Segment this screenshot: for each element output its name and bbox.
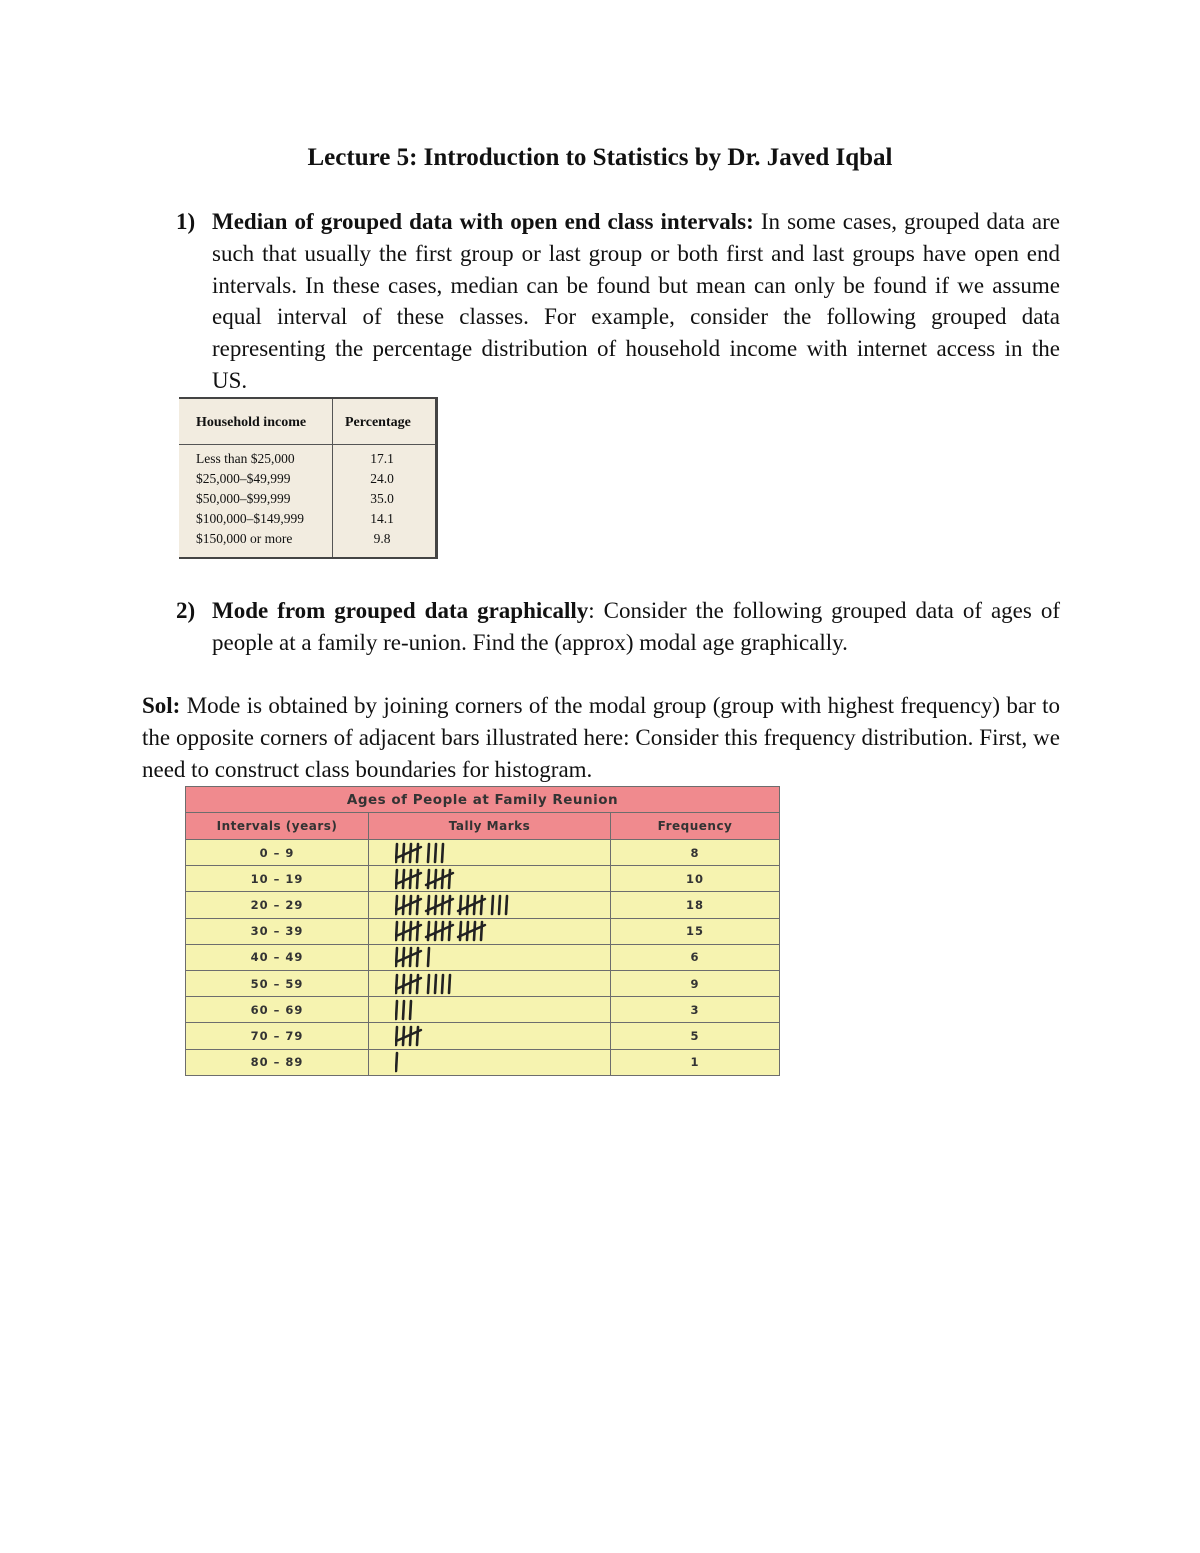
header-frequency: Frequency xyxy=(611,813,780,840)
item-number: 2) xyxy=(176,598,196,623)
table-row xyxy=(186,944,780,970)
tally-stroke xyxy=(396,1053,397,1071)
tally-stroke xyxy=(403,922,404,940)
tally-cell xyxy=(369,1049,611,1075)
solution-paragraph xyxy=(142,690,1060,785)
tally-stroke xyxy=(449,870,450,888)
tally-stroke xyxy=(396,1001,397,1019)
table-row xyxy=(186,1023,780,1049)
household-income-table xyxy=(179,397,438,559)
table-row xyxy=(179,531,435,551)
tally-stroke xyxy=(417,896,418,914)
header-percentage: Percentage xyxy=(345,415,411,430)
table-row xyxy=(186,840,780,866)
table-row xyxy=(179,491,435,511)
tally-cell xyxy=(369,1023,611,1049)
tally-stroke xyxy=(449,922,450,940)
tally-stroke xyxy=(403,948,404,966)
interval-cell: 10 – 19 xyxy=(186,866,369,892)
tally-stroke xyxy=(428,975,429,993)
tally-stroke xyxy=(417,948,418,966)
tally-stroke xyxy=(403,896,404,914)
item-body xyxy=(212,206,1060,397)
tally-stroke xyxy=(417,870,418,888)
tally-cell xyxy=(369,997,611,1023)
interval-cell: 40 – 49 xyxy=(186,944,369,970)
tally-stroke xyxy=(403,975,404,993)
interval-cell: 60 – 69 xyxy=(186,997,369,1023)
tally-marks xyxy=(395,945,595,969)
tally-stroke xyxy=(442,975,443,993)
tally-stroke xyxy=(435,975,436,993)
table-row xyxy=(186,1049,780,1075)
tally-marks xyxy=(395,1050,595,1074)
table-row xyxy=(179,511,435,531)
income-range: Less than $25,000 xyxy=(196,451,295,466)
tally-stroke xyxy=(435,922,436,940)
item-text: In some cases, grouped data are such that usually the first group or last group or both first and last groups have open end intervals. In these cases, median can be found but mean can only be found if we assume equal interval of these classes. For example, consider the following grouped data representing the percentage distribution of household income with internet access in the US. xyxy=(212,209,1060,393)
tally-stroke xyxy=(481,922,482,940)
interval-cell: 70 – 79 xyxy=(186,1023,369,1049)
header-intervals: Intervals (years) xyxy=(186,813,369,840)
item-body xyxy=(212,595,1060,659)
tally-stroke xyxy=(417,1027,418,1045)
frequency-cell: 15 xyxy=(611,918,780,944)
frequency-cell: 18 xyxy=(611,892,780,918)
frequency-cell: 6 xyxy=(611,944,780,970)
tally-marks xyxy=(395,893,595,917)
percentage-value: 9.8 xyxy=(373,531,391,546)
tally-cell xyxy=(369,866,611,892)
solution-text: Mode is obtained by joining corners of the modal group (group with highest frequency) bar to the opposite corners of adjacent bars illustrated here: Consider this frequency distribution. First, we need to construct class boundaries for histogram. xyxy=(142,693,1061,782)
frequency-cell: 8 xyxy=(611,840,780,866)
tally-stroke xyxy=(492,896,493,914)
income-range: $50,000–$99,999 xyxy=(196,491,291,506)
tally-stroke xyxy=(428,948,429,966)
interval-cell: 20 – 29 xyxy=(186,892,369,918)
interval-cell: 30 – 39 xyxy=(186,918,369,944)
tally-cell xyxy=(369,840,611,866)
header-household-income: Household income xyxy=(196,415,307,430)
interval-cell: 0 – 9 xyxy=(186,840,369,866)
tally-stroke xyxy=(435,870,436,888)
tally-stroke xyxy=(467,896,468,914)
tally-cell xyxy=(369,944,611,970)
tally-stroke xyxy=(417,922,418,940)
page-title: Lecture 5: Introduction to Statistics by Dr. Javed Iqbal xyxy=(307,144,893,171)
tally-stroke xyxy=(403,870,404,888)
tally-cell xyxy=(369,892,611,918)
income-range: $150,000 or more xyxy=(196,531,293,546)
tally-cell xyxy=(369,918,611,944)
percentage-value: 24.0 xyxy=(370,471,394,486)
tally-stroke xyxy=(417,844,418,862)
tally-stroke xyxy=(403,844,404,862)
table-row xyxy=(179,471,435,491)
income-range: $25,000–$49,999 xyxy=(196,471,291,486)
income-range: $100,000–$149,999 xyxy=(196,511,304,526)
tally-marks xyxy=(395,998,595,1022)
ages-table xyxy=(185,786,779,1086)
list-item-median xyxy=(176,206,1060,397)
tally-stroke xyxy=(410,1001,411,1019)
percentage-value: 35.0 xyxy=(370,491,394,506)
frequency-cell: 5 xyxy=(611,1023,780,1049)
table-caption: Ages of People at Family Reunion xyxy=(186,787,780,813)
frequency-cell: 9 xyxy=(611,970,780,996)
tally-stroke xyxy=(499,896,500,914)
tally-marks xyxy=(395,919,595,943)
tally-stroke xyxy=(506,896,507,914)
tally-stroke xyxy=(435,896,436,914)
table-row xyxy=(186,866,780,892)
tally-marks xyxy=(395,867,595,891)
item-text: : Consider the following grouped data of ages of people at a family re-union. Find the (approx) modal age graphically. xyxy=(212,598,1060,655)
frequency-cell: 10 xyxy=(611,866,780,892)
tally-stroke xyxy=(403,1027,404,1045)
item-heading: Median of grouped data with open end class intervals: xyxy=(212,209,754,234)
table-row xyxy=(186,918,780,944)
percentage-value: 17.1 xyxy=(370,451,394,466)
tally-stroke xyxy=(449,896,450,914)
interval-cell: 50 – 59 xyxy=(186,970,369,996)
tally-marks xyxy=(395,1024,595,1048)
list-item-mode xyxy=(176,595,1060,659)
table-row xyxy=(186,892,780,918)
frequency-cell: 1 xyxy=(611,1049,780,1075)
table-row xyxy=(186,997,780,1023)
tally-stroke xyxy=(428,844,429,862)
interval-cell: 80 – 89 xyxy=(186,1049,369,1075)
tally-stroke xyxy=(417,975,418,993)
tally-marks xyxy=(395,841,595,865)
percentage-value: 14.1 xyxy=(370,511,394,526)
item-heading: Mode from grouped data graphically xyxy=(212,598,589,623)
tally-cell xyxy=(369,970,611,996)
tally-stroke xyxy=(403,1001,404,1019)
table-row xyxy=(186,970,780,996)
table-row xyxy=(179,451,435,471)
header-tally-marks: Tally Marks xyxy=(369,813,611,840)
tally-stroke xyxy=(442,844,443,862)
header-rule xyxy=(179,444,435,445)
solution-label: Sol: xyxy=(142,693,181,718)
tally-stroke xyxy=(467,922,468,940)
item-number: 1) xyxy=(176,209,196,234)
tally-stroke xyxy=(481,896,482,914)
tally-marks xyxy=(395,972,595,996)
frequency-cell: 3 xyxy=(611,997,780,1023)
tally-stroke xyxy=(435,844,436,862)
tally-stroke xyxy=(449,975,450,993)
